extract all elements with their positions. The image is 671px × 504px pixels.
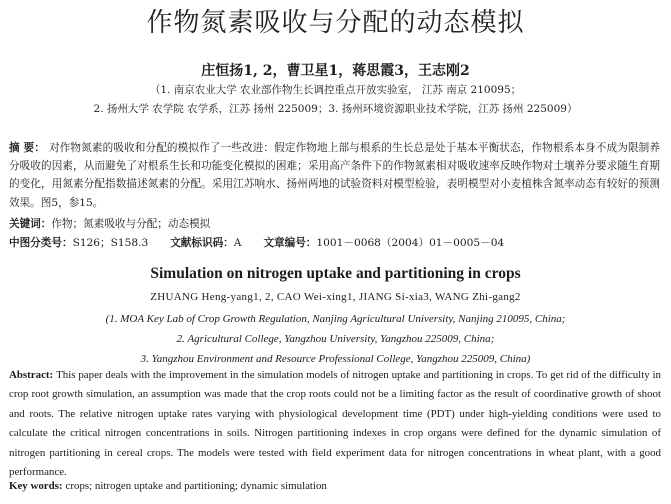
clc-value: S126；S158.3 [72,237,149,249]
affiliation-cn-line-1: （1. 南京农业大学 农业部作物生长调控重点开放实验室， 江苏 南京 210095； [149,84,522,96]
abstract-en [9,366,661,482]
keywords-en-text: crops; nitrogen uptake and partitioning; dynamic simulation [65,480,327,492]
abstract-en-text: This paper deals with the improvement in the simulation models of nitrogen uptake and partitioning in crops. To get rid of the difficulty in crop root growth simulation, an assumption was made that the crop roots could not be a limiting factor as the result of coordinative growth of shoot and roots. The relative nitrogen uptake rates varying with physiological development time (PDT) under high-yielding conditions were used to calculate the critical nitrogen concentrations in soils. Nitrogen partitioning indexes in crop organs were defined for the dynamic simulation of nitrogen partitioning in cereal crops. The models were tested with field experiment data for nitrogen concentrations in wheat plant, with a good performance. [9,369,661,479]
affiliation-en-line-2: 2. Agricultural College, Yangzhou University, Yangzhou 225009, China; [176,333,495,345]
abstract-cn-text: 对作物氮素的吸收和分配的模拟作了一些改进：假定作物地上部与根系的生长总是处于基本平衡状态，作物根系本身不成为限制养分吸收的因素，从而避免了对根系生长和功能变化模拟的困难；采用高产条件下的作物氮素相对吸收速率反映作物对土壤养分要求随生育期的变化，用氮素分配指数描述氮素的分配。采用江苏响水、扬州两地的试验资料对模型检验，表明模型对小麦植株含氮率动态有较好的预测效果。图5，参15。 [9,142,660,209]
keywords-en-label: Key words: [9,480,63,492]
clc-label: 中图分类号： [9,237,73,249]
authors-en: ZHUANG Heng-yang1, 2, CAO Wei-xing1, JIANG Si-xia3, WANG Zhi-gang2 [150,291,521,303]
doc-code-value: A [233,237,242,249]
article-number-label: 文章编号： [263,237,317,249]
classification-line [9,235,504,250]
authors-cn: 庄恒扬1, 2，曹卫星1，蒋思霞3，王志刚2 [201,63,470,79]
keywords-en [9,480,327,492]
abstract-cn [9,139,660,212]
paper-title-en: Simulation on nitrogen uptake and partitioning in crops [150,265,521,282]
affiliation-en-line-1: (1. MOA Key Lab of Crop Growth Regulation, Nanjing Agricultural University, Nanjing 210095, China; [105,313,566,325]
keywords-cn-text: 作物；氮素吸收与分配；动态模拟 [51,218,211,230]
affiliation-en-line-3: 3. Yangzhou Environment and Resource Professional College, Yangzhou 225009, China) [140,353,531,365]
keywords-cn [9,216,210,231]
abstract-en-label: Abstract: [9,369,54,381]
article-number-value: 1001－0068（2004）01－0005－04 [316,237,505,249]
paper-title-cn: 作物氮素吸收与分配的动态模拟 [146,8,525,38]
doc-code-label: 文献标识码： [170,237,234,249]
abstract-cn-label: 摘 要： [9,142,45,154]
affiliation-cn-line-2: 2. 扬州大学 农学院 农学系，江苏 扬州 225009；3. 扬州环境资源职业技术学院，江苏 扬州 225009） [93,103,578,115]
keywords-cn-label: 关键词： [9,218,52,230]
